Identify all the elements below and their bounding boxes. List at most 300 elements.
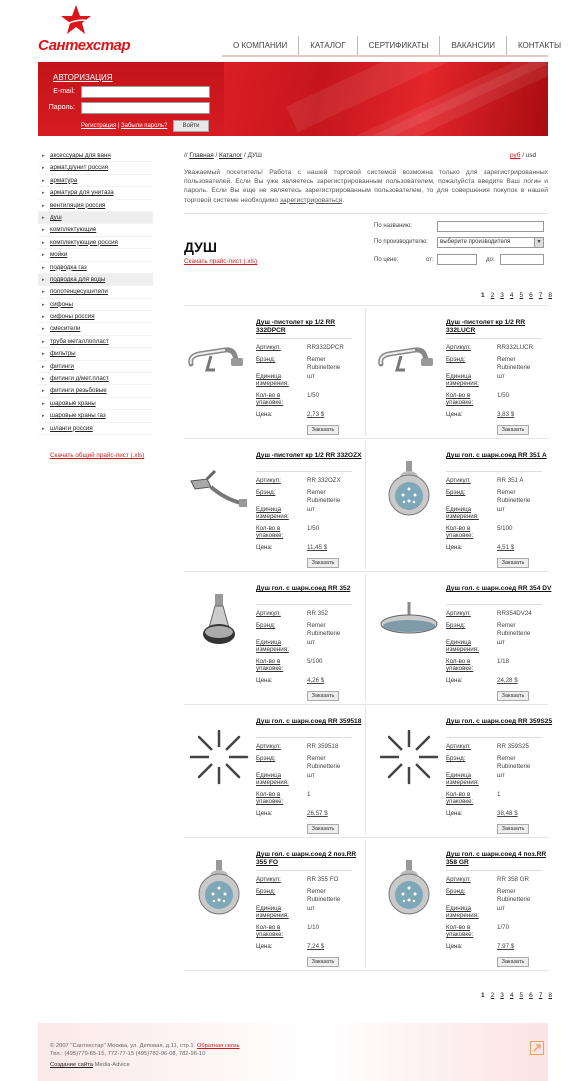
feedback-link[interactable]: Обратная связь xyxy=(196,1043,240,1049)
shower-head-round-icon[interactable] xyxy=(375,459,443,523)
footer-made-by xyxy=(50,1062,130,1068)
divider xyxy=(446,737,542,738)
email-label: E-mail: xyxy=(53,88,75,95)
shower-head-bell-icon[interactable] xyxy=(185,592,253,656)
column-divider xyxy=(365,308,366,436)
sidebar-item-label[interactable]: арматура xyxy=(50,176,78,184)
product-article-label: Артикул: xyxy=(446,477,471,484)
product-article-value: RR 359S25 xyxy=(497,743,529,750)
shower-head-round-icon[interactable] xyxy=(375,858,443,922)
arrow-right-icon: ▸ xyxy=(42,314,45,321)
product-unit-label: Единица измерения: xyxy=(256,373,289,387)
product-pack-label: Кол-во в упаковке: xyxy=(256,392,284,406)
product-article-label: Артикул: xyxy=(256,610,281,617)
footer-copyright xyxy=(50,1042,240,1058)
arrow-right-icon: ▸ xyxy=(42,227,45,234)
page-link[interactable]: 5 xyxy=(519,992,524,999)
nav-vacancies[interactable]: ВАКАНСИИ xyxy=(439,36,505,56)
product-brand-value: Remer Rubinetterie xyxy=(307,489,341,504)
divider xyxy=(256,870,352,871)
login-button[interactable]: Войти xyxy=(173,120,209,132)
product-title[interactable]: Душ -пистолет кр 1/2 RR 332OZX xyxy=(256,452,362,459)
page-link[interactable]: 8 xyxy=(548,292,552,299)
sidebar-item[interactable] xyxy=(38,249,153,261)
auth-links-divider: | xyxy=(117,123,120,129)
product-article-label: Артикул: xyxy=(256,876,281,883)
product-brand-value: Remer Rubinetterie xyxy=(497,489,531,504)
product-price-label: Цена: xyxy=(256,544,273,551)
filter-name-input[interactable] xyxy=(437,221,544,232)
site-footer xyxy=(38,1023,548,1081)
sidebar-item-label[interactable]: фитинги д/мет.пласт xyxy=(50,375,109,383)
made-by-link[interactable]: Создание сайта xyxy=(50,1062,93,1068)
product-brand-label: Брэнд: xyxy=(446,622,466,629)
top-navigation xyxy=(222,36,572,56)
product-card xyxy=(375,707,555,840)
sidebar-item[interactable] xyxy=(38,398,153,410)
filter-to-label: до: xyxy=(486,257,495,263)
sidebar-item[interactable] xyxy=(38,175,153,187)
product-unit-value: шт xyxy=(497,905,505,912)
product-article-value: RR 358 GR xyxy=(497,876,529,883)
currency-switch xyxy=(510,152,536,159)
sidebar-item[interactable] xyxy=(38,200,153,212)
star-logo-icon xyxy=(60,4,92,36)
product-unit-label: Единица измерения: xyxy=(446,772,479,786)
sidebar-item[interactable] xyxy=(38,410,153,422)
page-link[interactable]: 6 xyxy=(529,992,533,999)
product-brand-label: Брэнд: xyxy=(446,755,466,762)
product-article-value: RR 355 FO xyxy=(307,876,339,883)
product-pack-value: 1 xyxy=(497,791,501,798)
product-unit-value: шт xyxy=(307,639,315,646)
page-link[interactable]: 3 xyxy=(500,992,504,999)
sidebar-item-label[interactable]: арматура для унитаза xyxy=(50,189,114,197)
product-title[interactable]: Душ -пистолет кр 1/2 RR 332LUCR xyxy=(446,319,526,334)
order-button[interactable]: Заказать xyxy=(307,558,339,568)
row-divider xyxy=(184,305,548,306)
product-brand-value: Remer Rubinetterie xyxy=(497,622,531,637)
divider xyxy=(256,737,352,738)
product-pack-label: Кол-во в упаковке: xyxy=(446,924,474,938)
shower-head-round-icon[interactable] xyxy=(185,858,253,922)
sidebar-item-label[interactable]: фитинги xyxy=(50,362,74,370)
filter-price-from[interactable] xyxy=(437,254,477,265)
page-link[interactable]: 1 xyxy=(481,992,485,999)
arrow-right-icon: ▸ xyxy=(42,190,45,197)
product-unit-label: Единица измерения: xyxy=(446,506,479,520)
register-link[interactable]: Регистрация xyxy=(81,123,117,129)
product-card xyxy=(375,441,555,574)
currency-rub[interactable]: руб xyxy=(510,152,521,159)
product-unit-label: Единица измерения: xyxy=(446,373,479,387)
product-pack-value: 1/50 xyxy=(307,392,320,399)
product-title[interactable]: Душ гол. с шарн.соед RR 359518 xyxy=(256,718,362,725)
product-price-label: Цена: xyxy=(446,810,463,817)
general-price-list-link[interactable]: Скачать общий прайс-лист (.xls) xyxy=(50,452,145,459)
arrow-right-icon: ▸ xyxy=(42,177,45,184)
product-card xyxy=(185,707,365,840)
sidebar-item[interactable] xyxy=(38,224,153,236)
shower-head-flat-icon[interactable] xyxy=(375,592,443,656)
product-pack-value: 1/70 xyxy=(497,924,510,931)
pagination-bottom xyxy=(481,992,552,999)
sidebar-item[interactable] xyxy=(38,423,153,435)
product-price-value: 3,83 $ xyxy=(497,411,515,418)
page-link[interactable]: 2 xyxy=(490,292,495,299)
header-banner xyxy=(38,62,548,136)
intro-text xyxy=(184,168,548,205)
external-arrow-icon[interactable] xyxy=(530,1041,544,1055)
arrow-right-icon: ▸ xyxy=(42,351,45,358)
logo[interactable] xyxy=(38,4,131,56)
product-pack-label: Кол-во в упаковке: xyxy=(256,525,284,539)
order-button[interactable]: Заказать xyxy=(307,691,339,701)
sidebar-item-label[interactable]: шаровые краны xyxy=(50,399,96,407)
product-pack-label: Кол-во в упаковке: xyxy=(256,791,284,805)
product-price-label: Цена: xyxy=(256,943,273,950)
product-pack-value: 5/100 xyxy=(497,525,513,532)
product-title[interactable]: Душ гол. с шарн.соед 4 поз.RR 358 GR xyxy=(446,851,547,866)
product-unit-value: шт xyxy=(497,506,505,513)
product-pack-value: 1/50 xyxy=(307,525,320,532)
product-title[interactable]: Душ гол. с шарн.соед RR 352 xyxy=(256,585,351,592)
product-unit-label: Единица измерения: xyxy=(446,905,479,919)
product-article-value: RR 352 xyxy=(307,610,328,617)
sidebar-item-label[interactable]: труба металлопласт xyxy=(50,337,109,345)
product-article-label: Артикул: xyxy=(256,477,281,484)
product-unit-value: шт xyxy=(307,373,315,380)
product-brand-label: Брэнд: xyxy=(446,888,466,895)
sidebar-item-label[interactable]: мойки xyxy=(50,251,68,259)
page-link[interactable]: 7 xyxy=(538,292,543,299)
product-pack-value: 1/18 xyxy=(497,658,510,665)
product-pack-label: Кол-во в упаковке: xyxy=(256,924,284,938)
product-card xyxy=(375,574,555,707)
product-article-label: Артикул: xyxy=(446,876,471,883)
sidebar-item[interactable] xyxy=(38,323,153,335)
product-brand-value: Remer Rubinetterie xyxy=(307,888,341,903)
filter-maker-label: По производителю: xyxy=(374,239,429,245)
product-article-value: RR 332OZX xyxy=(307,477,341,484)
arrow-right-icon: ▸ xyxy=(42,326,45,333)
product-article-value: RR 359518 xyxy=(307,743,339,750)
product-pack-label: Кол-во в упаковке: xyxy=(446,791,474,805)
arrow-right-icon: ▸ xyxy=(42,165,45,172)
sidebar-item[interactable] xyxy=(38,150,153,162)
row-divider xyxy=(184,837,548,838)
product-brand-value: Remer Rubinetterie xyxy=(497,755,531,770)
product-price-value: 7,24 $ xyxy=(307,943,325,950)
row-divider xyxy=(184,704,548,705)
product-price-label: Цена: xyxy=(446,411,463,418)
product-brand-label: Брэнд: xyxy=(256,755,276,762)
row-divider xyxy=(184,438,548,439)
filter-price-to[interactable] xyxy=(500,254,544,265)
order-button[interactable]: Заказать xyxy=(497,558,529,568)
product-unit-value: шт xyxy=(307,905,315,912)
order-button[interactable]: Заказать xyxy=(307,425,339,435)
product-pack-label: Кол-во в упаковке: xyxy=(446,392,474,406)
row-divider xyxy=(184,970,548,971)
email-field[interactable] xyxy=(81,86,210,98)
arrow-right-icon: ▸ xyxy=(42,289,45,296)
hand-shower-gun-icon[interactable] xyxy=(185,326,253,390)
product-card xyxy=(185,574,365,707)
order-button[interactable]: Заказать xyxy=(497,824,529,834)
sidebar-item-label[interactable]: подводка для воды xyxy=(50,275,106,283)
divider xyxy=(446,870,542,871)
sidebar-item-label[interactable]: смесители xyxy=(50,325,81,333)
sidebar-item[interactable] xyxy=(38,348,153,360)
footer-phones: Тел.: (495)779-85-15, 772-77-15 (495)782-96-08, 782-96-10 xyxy=(50,1051,206,1057)
product-price-label: Цена: xyxy=(256,677,273,684)
arrow-right-icon: ▸ xyxy=(42,388,45,395)
sidebar-item-label[interactable]: комплектующие xyxy=(50,226,97,234)
sidebar-item-label[interactable]: вентиляция россия xyxy=(50,201,106,209)
order-button[interactable]: Заказать xyxy=(307,957,339,967)
product-title[interactable]: Душ гол. с шарн.соед RR 359S25 xyxy=(446,718,553,725)
sidebar-item-label[interactable]: полотенцесушители xyxy=(50,288,108,296)
sidebar-item[interactable] xyxy=(38,311,153,323)
sidebar-item-label[interactable]: сифоны xyxy=(50,300,73,308)
order-button[interactable]: Заказать xyxy=(497,957,529,967)
password-label: Пароль: xyxy=(48,104,75,111)
arrow-right-icon: ▸ xyxy=(42,376,45,383)
breadcrumb-home[interactable]: Главная xyxy=(189,152,214,159)
sidebar-item-label[interactable]: комплектующие россия xyxy=(50,238,118,246)
forgot-password-link[interactable]: Забыли пароль? xyxy=(120,123,168,129)
product-card xyxy=(185,840,365,973)
logo-text: Сантехстар xyxy=(38,37,131,54)
arrow-right-icon: ▸ xyxy=(42,276,45,283)
site-header xyxy=(0,0,588,62)
sidebar-item[interactable] xyxy=(38,373,153,385)
product-pack-label: Кол-во в упаковке: xyxy=(256,658,284,672)
intro-end: . xyxy=(342,196,345,204)
sidebar-item[interactable] xyxy=(38,262,153,274)
sidebar-item[interactable] xyxy=(38,237,153,249)
arrow-right-icon: ▸ xyxy=(42,425,45,432)
price-list-link[interactable]: Скачать прайс-лист (.xls) xyxy=(184,258,258,265)
order-button[interactable]: Заказать xyxy=(307,824,339,834)
shower-jets-icon[interactable] xyxy=(375,725,443,789)
shower-jets-icon[interactable] xyxy=(185,725,253,789)
divider xyxy=(256,471,352,472)
arrow-right-icon: ▸ xyxy=(42,252,45,259)
column-divider xyxy=(365,707,366,835)
product-filter xyxy=(372,221,548,269)
product-price-value: 11,45 $ xyxy=(307,544,328,551)
divider xyxy=(446,604,542,605)
filter-name-label: По названию: xyxy=(374,223,412,229)
product-brand-value: Remer Rubinetterie xyxy=(497,888,531,903)
product-price-label: Цена: xyxy=(256,810,273,817)
product-price-value: 4,26 $ xyxy=(307,677,325,684)
auth-links xyxy=(81,123,167,129)
sidebar-item-label[interactable]: аксессуары для ванн xyxy=(50,152,111,159)
product-brand-label: Брэнд: xyxy=(256,356,276,363)
product-price-value: 26,57 $ xyxy=(307,810,328,817)
product-title[interactable]: Душ гол. с шарн.соед RR 354 DV xyxy=(446,585,552,592)
product-price-value: 24,28 $ xyxy=(497,677,518,684)
product-brand-value: Remer Rubinetterie xyxy=(307,622,341,637)
page-link[interactable]: 8 xyxy=(548,992,552,999)
nav-underline xyxy=(222,55,548,57)
arrow-right-icon: ▸ xyxy=(42,338,45,345)
product-title[interactable]: Душ гол. с шарн.соед RR 351 A xyxy=(446,452,547,459)
product-article-label: Артикул: xyxy=(446,344,471,351)
currency-usd[interactable]: usd xyxy=(525,152,537,159)
product-price-label: Цена: xyxy=(256,411,273,418)
product-unit-label: Единица измерения: xyxy=(256,772,289,786)
divider xyxy=(184,213,548,214)
page-link[interactable]: 2 xyxy=(490,992,495,999)
product-pack-value: 1/50 xyxy=(497,392,510,399)
filter-maker-select[interactable] xyxy=(437,237,544,248)
page-title: ДУШ xyxy=(184,239,217,255)
product-price-label: Цена: xyxy=(446,677,463,684)
product-card xyxy=(375,840,555,973)
product-unit-value: шт xyxy=(307,506,315,513)
breadcrumb-current: ДУШ xyxy=(247,152,262,159)
product-unit-value: шт xyxy=(497,373,505,380)
nav-certificates[interactable]: СЕРТИФИКАТЫ xyxy=(357,36,440,56)
page-link[interactable]: 1 xyxy=(481,292,485,299)
sidebar-item[interactable] xyxy=(38,212,153,224)
product-pack-value: 1 xyxy=(307,791,311,798)
product-title[interactable]: Душ -пистолет кр 1/2 RR 332DPCR xyxy=(256,319,336,334)
sidebar-item-label[interactable]: шаровые краны газ xyxy=(50,412,106,420)
filter-from-label: от: xyxy=(426,257,434,263)
product-unit-label: Единица измерения: xyxy=(256,639,289,653)
product-brand-value: Remer Rubinetterie xyxy=(307,356,341,371)
order-button[interactable]: Заказать xyxy=(497,691,529,701)
row-divider xyxy=(184,571,548,572)
currency-sep: / xyxy=(522,152,524,159)
product-unit-label: Единица измерения: xyxy=(256,905,289,919)
sidebar-item-label[interactable]: фильтры xyxy=(50,350,76,358)
order-button[interactable]: Заказать xyxy=(497,425,529,435)
product-card xyxy=(375,308,555,441)
product-pack-label: Кол-во в упаковке: xyxy=(446,525,474,539)
breadcrumb-sep: / xyxy=(215,152,218,159)
filter-price-label: По цене: xyxy=(374,257,399,263)
divider xyxy=(446,471,542,472)
nav-catalog[interactable]: КАТАЛОГ xyxy=(298,36,356,56)
product-pack-value: 1/10 xyxy=(307,924,320,931)
product-unit-label: Единица измерения: xyxy=(256,506,289,520)
sidebar-item[interactable] xyxy=(38,299,153,311)
sidebar-item[interactable] xyxy=(38,286,153,298)
page-link[interactable]: 4 xyxy=(509,292,514,299)
product-unit-value: шт xyxy=(497,772,505,779)
breadcrumb-catalog[interactable]: Каталог xyxy=(219,152,243,159)
product-card xyxy=(185,308,365,441)
sidebar-item[interactable] xyxy=(38,361,153,373)
page-link[interactable]: 6 xyxy=(529,292,533,299)
arrow-right-icon: ▸ xyxy=(42,301,45,308)
sidebar-item-label[interactable]: подводка газ xyxy=(50,263,87,271)
product-card xyxy=(185,441,365,574)
product-brand-label: Брэнд: xyxy=(446,356,466,363)
arrow-right-icon: ▸ xyxy=(42,202,45,209)
product-brand-value: Remer Rubinetterie xyxy=(307,755,341,770)
sidebar-item-label[interactable]: шланги россия xyxy=(50,424,93,432)
arrow-right-icon: ▸ xyxy=(42,363,45,370)
sidebar-item[interactable] xyxy=(38,385,153,397)
arrow-right-icon: ▸ xyxy=(42,264,45,271)
product-pack-value: 5/100 xyxy=(307,658,323,665)
product-article-label: Артикул: xyxy=(446,610,471,617)
arrow-right-icon: ▸ xyxy=(42,214,45,221)
shower-gun-hose-icon[interactable] xyxy=(185,459,253,523)
nav-contacts[interactable]: КОНТАКТЫ xyxy=(506,36,572,56)
arrow-right-icon: ▸ xyxy=(42,153,45,159)
password-field[interactable] xyxy=(81,102,210,114)
hand-shower-gun-icon[interactable] xyxy=(375,326,443,390)
page-link[interactable]: 5 xyxy=(519,292,524,299)
filter-maker-value: выберите производителя xyxy=(440,239,511,245)
auth-title[interactable]: АВТОРИЗАЦИЯ xyxy=(53,73,113,82)
breadcrumb-sep: / xyxy=(244,152,246,159)
product-brand-label: Брэнд: xyxy=(446,489,466,496)
product-article-label: Артикул: xyxy=(256,743,281,750)
sidebar-item[interactable] xyxy=(38,274,153,286)
register-inline-link[interactable]: зарегистрироваться xyxy=(279,196,343,204)
nav-about[interactable]: О КОМПАНИИ xyxy=(233,41,288,50)
product-price-label: Цена: xyxy=(446,943,463,950)
column-divider xyxy=(365,574,366,702)
breadcrumb xyxy=(184,152,262,159)
product-price-value: 4,51 $ xyxy=(497,544,515,551)
pagination-top xyxy=(481,292,552,299)
divider xyxy=(446,338,542,339)
copyright-text: © 2007 "Сантехстар" Москва, ул. Деповая, д.11, стр.1. xyxy=(50,1043,196,1049)
product-brand-label: Брэнд: xyxy=(256,622,276,629)
sidebar-item[interactable] xyxy=(38,162,153,174)
sidebar-item[interactable] xyxy=(38,187,153,199)
product-article-value: RR332LUCR xyxy=(497,344,534,351)
product-unit-value: шт xyxy=(497,639,505,646)
product-article-label: Артикул: xyxy=(446,743,471,750)
made-by-name: Media-Advice xyxy=(94,1062,130,1068)
page-link[interactable]: 3 xyxy=(500,292,504,299)
product-article-label: Артикул: xyxy=(256,344,281,351)
product-price-value: 7,97 $ xyxy=(497,943,515,950)
sidebar-item[interactable] xyxy=(38,336,153,348)
sidebar-item-label[interactable]: армат.д/унит россия xyxy=(50,164,109,172)
column-divider xyxy=(365,441,366,569)
product-unit-value: шт xyxy=(307,772,315,779)
product-pack-label: Кол-во в упаковке: xyxy=(446,658,474,672)
column-divider xyxy=(365,840,366,968)
divider xyxy=(256,338,352,339)
sidebar-item-label[interactable]: душ xyxy=(50,213,62,221)
page-link[interactable]: 4 xyxy=(509,992,514,999)
arrow-right-icon: ▸ xyxy=(42,400,45,407)
arrow-right-icon: ▸ xyxy=(42,239,45,246)
page-link[interactable]: 7 xyxy=(538,992,543,999)
sidebar-item-label[interactable]: сифоны россия xyxy=(50,313,95,321)
product-unit-label: Единица измерения: xyxy=(446,639,479,653)
product-price-value: 38,48 $ xyxy=(497,810,518,817)
sidebar-item-label[interactable]: фитинги резьбовые xyxy=(50,387,107,395)
product-brand-value: Remer Rubinetterie xyxy=(497,356,531,371)
product-article-value: RR354DV24 xyxy=(497,610,532,617)
product-title[interactable]: Душ гол. с шарн.соед 2 поз.RR 355 FO xyxy=(256,851,357,866)
arrow-right-icon: ▸ xyxy=(42,413,45,420)
